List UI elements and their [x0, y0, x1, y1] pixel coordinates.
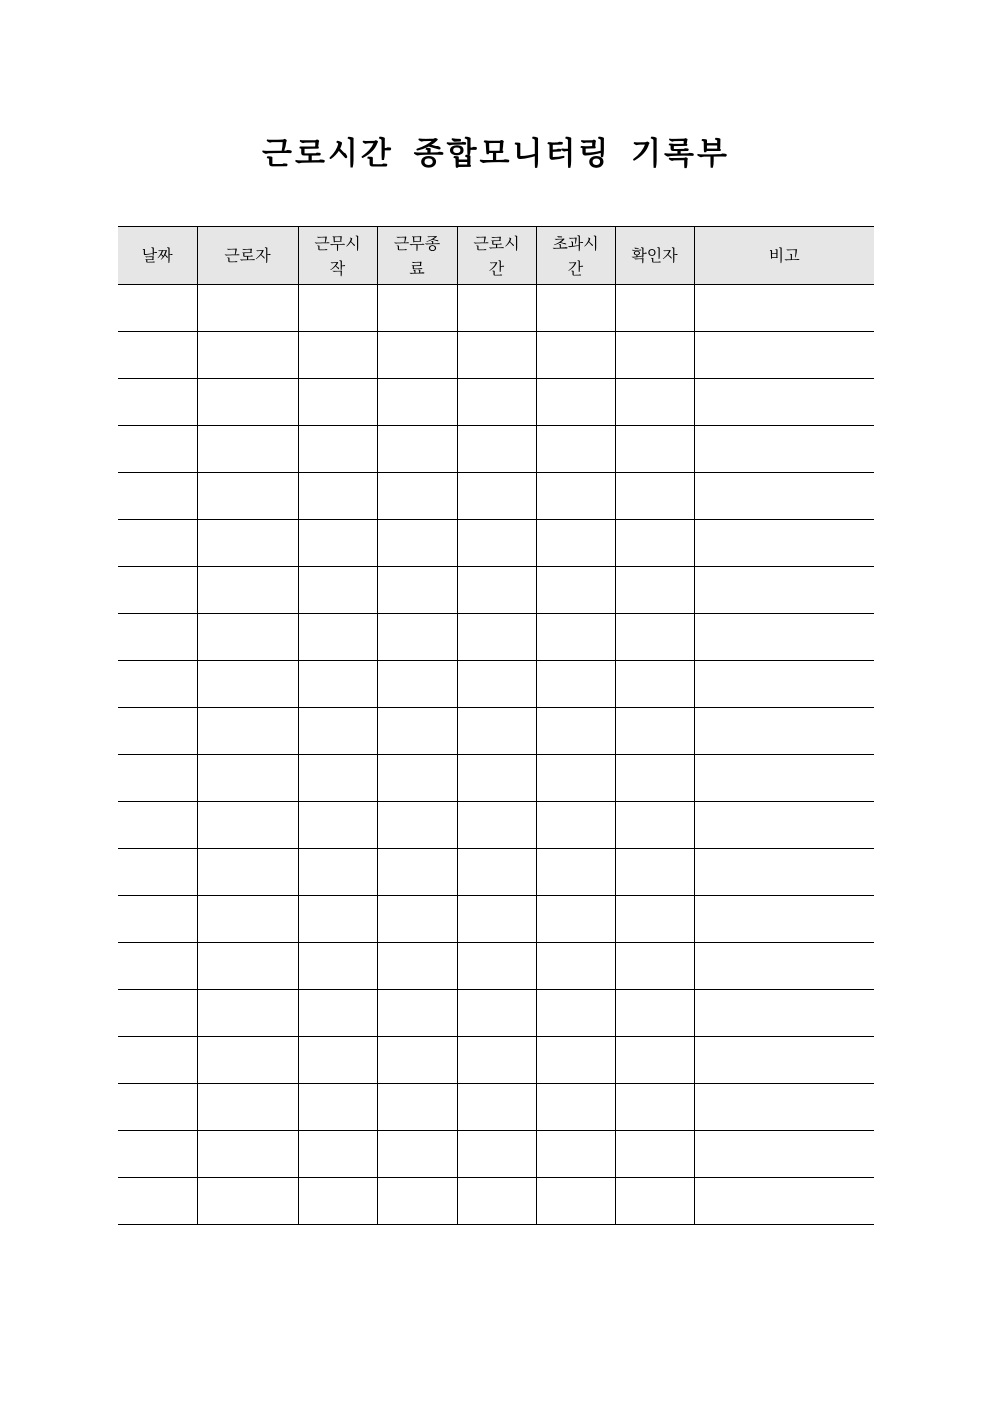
overtime-cell[interactable] — [536, 661, 615, 708]
table-row — [118, 379, 874, 426]
remarks-cell[interactable] — [694, 1084, 874, 1131]
remarks-cell[interactable] — [694, 1178, 874, 1225]
remarks-cell[interactable] — [694, 332, 874, 379]
worker-cell[interactable] — [197, 1037, 298, 1084]
work-end-cell[interactable] — [377, 708, 457, 755]
confirmer-cell[interactable] — [615, 849, 694, 896]
remarks-cell[interactable] — [694, 1037, 874, 1084]
work-start-cell[interactable] — [298, 473, 377, 520]
header-date — [118, 227, 197, 285]
work-hours-cell[interactable] — [457, 990, 536, 1037]
work-start-cell[interactable] — [298, 755, 377, 802]
date-cell[interactable] — [118, 567, 197, 614]
date-cell[interactable] — [118, 990, 197, 1037]
remarks-cell[interactable] — [694, 473, 874, 520]
header-remarks-label: 비고 — [768, 246, 800, 265]
worker-cell[interactable] — [197, 473, 298, 520]
work-hours-cell[interactable] — [457, 473, 536, 520]
work-start-cell[interactable] — [298, 708, 377, 755]
table-row — [118, 896, 874, 943]
confirmer-cell[interactable] — [615, 990, 694, 1037]
work-start-cell[interactable] — [298, 567, 377, 614]
record-body — [118, 285, 874, 1225]
header-confirmer — [615, 227, 694, 285]
work-hours-cell[interactable] — [457, 426, 536, 473]
worker-cell[interactable] — [197, 379, 298, 426]
worker-cell[interactable] — [197, 896, 298, 943]
table-row — [118, 285, 874, 332]
confirmer-cell[interactable] — [615, 567, 694, 614]
date-cell[interactable] — [118, 473, 197, 520]
table-row — [118, 802, 874, 849]
worker-cell[interactable] — [197, 661, 298, 708]
confirmer-cell[interactable] — [615, 379, 694, 426]
remarks-cell[interactable] — [694, 567, 874, 614]
table-row — [118, 567, 874, 614]
overtime-cell[interactable] — [536, 990, 615, 1037]
overtime-cell[interactable] — [536, 943, 615, 990]
work-hours-cell[interactable] — [457, 614, 536, 661]
remarks-cell[interactable] — [694, 426, 874, 473]
work-end-cell[interactable] — [377, 614, 457, 661]
header-worker-label: 근로자 — [224, 246, 271, 265]
confirmer-cell[interactable] — [615, 896, 694, 943]
overtime-cell[interactable] — [536, 1131, 615, 1178]
table-row — [118, 1084, 874, 1131]
table-row — [118, 849, 874, 896]
date-cell[interactable] — [118, 661, 197, 708]
table-row — [118, 614, 874, 661]
work-hours-cell[interactable] — [457, 755, 536, 802]
overtime-cell[interactable] — [536, 285, 615, 332]
remarks-cell[interactable] — [694, 708, 874, 755]
worker-cell[interactable] — [197, 426, 298, 473]
confirmer-cell[interactable] — [615, 661, 694, 708]
work-end-cell[interactable] — [377, 661, 457, 708]
header-work-hours-label-line1: 근로시 — [473, 233, 520, 253]
remarks-cell[interactable] — [694, 990, 874, 1037]
work-hours-cell[interactable] — [457, 661, 536, 708]
overtime-cell[interactable] — [536, 755, 615, 802]
header-work-end — [377, 227, 457, 285]
table-row — [118, 473, 874, 520]
header-worker — [197, 227, 298, 285]
date-cell[interactable] — [118, 943, 197, 990]
date-cell[interactable] — [118, 1037, 197, 1084]
work-start-cell[interactable] — [298, 990, 377, 1037]
date-cell[interactable] — [118, 520, 197, 567]
table-row — [118, 661, 874, 708]
remarks-cell[interactable] — [694, 661, 874, 708]
work-end-cell[interactable] — [377, 755, 457, 802]
remarks-cell[interactable] — [694, 614, 874, 661]
monitoring-record-table — [118, 226, 874, 1225]
work-start-cell[interactable] — [298, 1037, 377, 1084]
overtime-cell[interactable] — [536, 426, 615, 473]
header-overtime-label-line2: 간 — [567, 258, 584, 278]
remarks-cell[interactable] — [694, 849, 874, 896]
confirmer-cell[interactable] — [615, 1037, 694, 1084]
header-work-hours — [457, 227, 536, 285]
date-cell[interactable] — [118, 332, 197, 379]
date-cell[interactable] — [118, 1178, 197, 1225]
overtime-cell[interactable] — [536, 473, 615, 520]
header-overtime — [536, 227, 615, 285]
overtime-cell[interactable] — [536, 708, 615, 755]
work-end-cell[interactable] — [377, 285, 457, 332]
date-cell[interactable] — [118, 708, 197, 755]
work-hours-cell[interactable] — [457, 285, 536, 332]
overtime-cell[interactable] — [536, 1178, 615, 1225]
worker-cell[interactable] — [197, 285, 298, 332]
confirmer-cell[interactable] — [615, 332, 694, 379]
work-start-cell[interactable] — [298, 1131, 377, 1178]
work-start-cell[interactable] — [298, 1084, 377, 1131]
work-end-cell[interactable] — [377, 802, 457, 849]
work-hours-cell[interactable] — [457, 379, 536, 426]
overtime-cell[interactable] — [536, 849, 615, 896]
work-end-cell[interactable] — [377, 1037, 457, 1084]
page-title: 근로시간 종합모니터링 기록부 — [262, 136, 730, 172]
date-cell[interactable] — [118, 285, 197, 332]
confirmer-cell[interactable] — [615, 943, 694, 990]
work-start-cell[interactable] — [298, 1178, 377, 1225]
table-row — [118, 332, 874, 379]
worker-cell[interactable] — [197, 520, 298, 567]
work-start-cell[interactable] — [298, 661, 377, 708]
overtime-cell[interactable] — [536, 520, 615, 567]
remarks-cell[interactable] — [694, 802, 874, 849]
work-end-cell[interactable] — [377, 1178, 457, 1225]
work-end-cell[interactable] — [377, 990, 457, 1037]
work-hours-cell[interactable] — [457, 1131, 536, 1178]
work-hours-cell[interactable] — [457, 567, 536, 614]
overtime-cell[interactable] — [536, 614, 615, 661]
header-work-hours-label-line2: 간 — [488, 258, 505, 278]
worker-cell[interactable] — [197, 1084, 298, 1131]
work-hours-cell[interactable] — [457, 332, 536, 379]
work-hours-cell[interactable] — [457, 1037, 536, 1084]
work-start-cell[interactable] — [298, 520, 377, 567]
table-row — [118, 426, 874, 473]
worker-cell[interactable] — [197, 849, 298, 896]
work-start-cell[interactable] — [298, 426, 377, 473]
date-cell[interactable] — [118, 1131, 197, 1178]
confirmer-cell[interactable] — [615, 708, 694, 755]
overtime-cell[interactable] — [536, 802, 615, 849]
header-work-start — [298, 227, 377, 285]
work-end-cell[interactable] — [377, 943, 457, 990]
work-start-cell[interactable] — [298, 285, 377, 332]
work-start-cell[interactable] — [298, 614, 377, 661]
overtime-cell[interactable] — [536, 332, 615, 379]
table-row — [118, 943, 874, 990]
date-cell[interactable] — [118, 1084, 197, 1131]
work-end-cell[interactable] — [377, 849, 457, 896]
confirmer-cell[interactable] — [615, 426, 694, 473]
worker-cell[interactable] — [197, 614, 298, 661]
work-end-cell[interactable] — [377, 426, 457, 473]
overtime-cell[interactable] — [536, 1037, 615, 1084]
remarks-cell[interactable] — [694, 520, 874, 567]
date-cell[interactable] — [118, 896, 197, 943]
work-hours-cell[interactable] — [457, 1084, 536, 1131]
date-cell[interactable] — [118, 802, 197, 849]
header-overtime-label-line1: 초과시 — [552, 233, 599, 253]
table-row — [118, 520, 874, 567]
work-end-cell[interactable] — [377, 1131, 457, 1178]
header-work-start-label-line2: 작 — [329, 258, 346, 278]
header-remarks — [694, 227, 874, 285]
work-hours-cell[interactable] — [457, 520, 536, 567]
date-cell[interactable] — [118, 379, 197, 426]
work-start-cell[interactable] — [298, 896, 377, 943]
confirmer-cell[interactable] — [615, 1178, 694, 1225]
table-row — [118, 990, 874, 1037]
confirmer-cell[interactable] — [615, 473, 694, 520]
work-start-cell[interactable] — [298, 332, 377, 379]
work-hours-cell[interactable] — [457, 943, 536, 990]
date-cell[interactable] — [118, 755, 197, 802]
header-work-end-label-line1: 근무종 — [393, 233, 441, 253]
worker-cell[interactable] — [197, 708, 298, 755]
work-end-cell[interactable] — [377, 520, 457, 567]
work-hours-cell[interactable] — [457, 802, 536, 849]
work-hours-cell[interactable] — [457, 896, 536, 943]
remarks-cell[interactable] — [694, 379, 874, 426]
work-end-cell[interactable] — [377, 896, 457, 943]
worker-cell[interactable] — [197, 1131, 298, 1178]
overtime-cell[interactable] — [536, 567, 615, 614]
worker-cell[interactable] — [197, 567, 298, 614]
date-cell[interactable] — [118, 614, 197, 661]
overtime-cell[interactable] — [536, 1084, 615, 1131]
header-confirmer-label: 확인자 — [631, 246, 678, 265]
work-end-cell[interactable] — [377, 1084, 457, 1131]
table-row — [118, 708, 874, 755]
worker-cell[interactable] — [197, 1178, 298, 1225]
work-end-cell[interactable] — [377, 567, 457, 614]
confirmer-cell[interactable] — [615, 1131, 694, 1178]
worker-cell[interactable] — [197, 990, 298, 1037]
work-hours-cell[interactable] — [457, 849, 536, 896]
overtime-cell[interactable] — [536, 896, 615, 943]
confirmer-cell[interactable] — [615, 285, 694, 332]
remarks-cell[interactable] — [694, 896, 874, 943]
work-start-cell[interactable] — [298, 802, 377, 849]
confirmer-cell[interactable] — [615, 1084, 694, 1131]
worker-cell[interactable] — [197, 332, 298, 379]
work-hours-cell[interactable] — [457, 1178, 536, 1225]
date-cell[interactable] — [118, 426, 197, 473]
header-row — [118, 227, 874, 285]
confirmer-cell[interactable] — [615, 520, 694, 567]
worker-cell[interactable] — [197, 755, 298, 802]
remarks-cell[interactable] — [694, 285, 874, 332]
table-row — [118, 1178, 874, 1225]
confirmer-cell[interactable] — [615, 802, 694, 849]
date-cell[interactable] — [118, 849, 197, 896]
work-start-cell[interactable] — [298, 849, 377, 896]
remarks-cell[interactable] — [694, 1131, 874, 1178]
work-end-cell[interactable] — [377, 379, 457, 426]
remarks-cell[interactable] — [694, 943, 874, 990]
work-end-cell[interactable] — [377, 473, 457, 520]
header-date-label: 날짜 — [141, 246, 173, 265]
table-row — [118, 1037, 874, 1084]
header-work-start-label-line1: 근무시 — [314, 233, 361, 253]
overtime-cell[interactable] — [536, 379, 615, 426]
work-hours-cell[interactable] — [457, 708, 536, 755]
table-row — [118, 1131, 874, 1178]
header-work-end-label-line2: 료 — [409, 258, 425, 278]
table-row — [118, 755, 874, 802]
work-start-cell[interactable] — [298, 379, 377, 426]
work-end-cell[interactable] — [377, 332, 457, 379]
work-start-cell[interactable] — [298, 943, 377, 990]
worker-cell[interactable] — [197, 943, 298, 990]
worker-cell[interactable] — [197, 802, 298, 849]
remarks-cell[interactable] — [694, 755, 874, 802]
confirmer-cell[interactable] — [615, 614, 694, 661]
confirmer-cell[interactable] — [615, 755, 694, 802]
